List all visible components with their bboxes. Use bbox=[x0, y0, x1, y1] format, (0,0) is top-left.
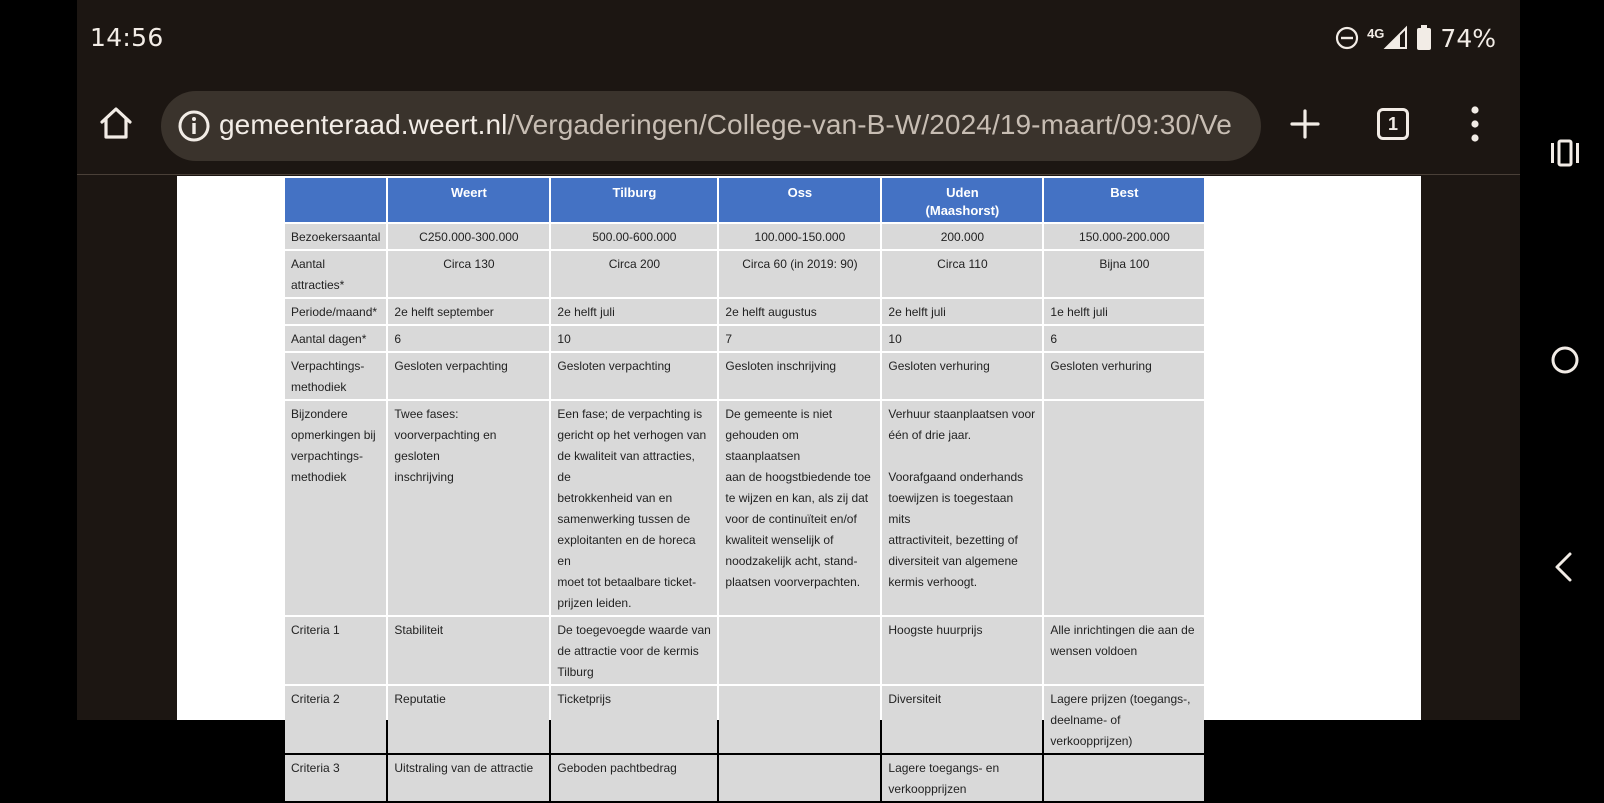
table-cell bbox=[719, 617, 880, 684]
table-cell: Een fase; de verpachting is gericht op het verhogen van de kwaliteit van attracties, de betrokkenheid van en samenwerking tussen de exploitanten en de horeca en moet tot betaalbare ticket- prijzen leiden. bbox=[551, 401, 717, 615]
navigation-bar bbox=[1520, 0, 1604, 720]
home-circle-icon[interactable] bbox=[1548, 343, 1582, 377]
table-cell: Gesloten verhuring bbox=[1044, 353, 1204, 399]
table-body bbox=[285, 224, 1204, 801]
header-cell: Oss bbox=[719, 178, 880, 222]
table-cell: 2e helft juli bbox=[882, 299, 1042, 324]
table-cell: Reputatie bbox=[388, 686, 549, 753]
table-cell: Stabiliteit bbox=[388, 617, 549, 684]
battery-icon bbox=[1416, 25, 1432, 51]
row-label: Criteria 3 bbox=[285, 755, 386, 801]
table-cell: 2e helft juli bbox=[551, 299, 717, 324]
table-row bbox=[285, 686, 1204, 753]
url-text[interactable] bbox=[219, 109, 1232, 141]
plus-icon[interactable] bbox=[1289, 108, 1321, 140]
status-bar bbox=[77, 0, 1520, 80]
table-cell: 7 bbox=[719, 326, 880, 351]
back-icon[interactable] bbox=[1548, 550, 1582, 584]
toolbar-divider bbox=[77, 174, 1520, 175]
table-cell bbox=[719, 755, 880, 801]
table-cell bbox=[1044, 401, 1204, 615]
header-cell-empty bbox=[285, 178, 386, 222]
table-cell: Geboden pachtbedrag bbox=[551, 755, 717, 801]
table-cell: Uitstraling van de attractie bbox=[388, 755, 549, 801]
table-cell: Diversiteit bbox=[882, 686, 1042, 753]
table-cell: Bijna 100 bbox=[1044, 251, 1204, 297]
table-cell: Gesloten inschrijving bbox=[719, 353, 880, 399]
table-row bbox=[285, 353, 1204, 399]
table-cell: Twee fases: voorverpachting en gesloten inschrijving bbox=[388, 401, 549, 615]
row-label: Criteria 1 bbox=[285, 617, 386, 684]
table-cell: 100.000-150.000 bbox=[719, 224, 880, 249]
url-host: gemeenteraad.weert.nl bbox=[219, 109, 508, 140]
network-type: 4G bbox=[1367, 25, 1385, 41]
battery-percentage: 74% bbox=[1440, 23, 1496, 53]
table-cell: Gesloten verhuring bbox=[882, 353, 1042, 399]
table-cell: 500.00-600.000 bbox=[551, 224, 717, 249]
header-cell: Uden (Maashorst) bbox=[882, 178, 1042, 222]
table-row bbox=[285, 401, 1204, 615]
url-path: /Vergaderingen/College-van-B-W/2024/19-maart/09:30/Ve bbox=[507, 109, 1232, 140]
tab-count: 1 bbox=[1387, 114, 1398, 134]
site-info-icon[interactable] bbox=[177, 109, 211, 143]
header-cell: Weert bbox=[388, 178, 549, 222]
table-cell: C250.000-300.000 bbox=[388, 224, 549, 249]
signal-icon bbox=[1384, 26, 1408, 50]
tab-switcher-icon[interactable] bbox=[1377, 108, 1409, 140]
table-cell: 1e helft juli bbox=[1044, 299, 1204, 324]
table-header bbox=[285, 178, 1204, 222]
table-cell: 2e helft september bbox=[388, 299, 549, 324]
table-cell: 10 bbox=[551, 326, 717, 351]
table-cell: De toegevoegde waarde van de attractie voor de kermis Tilburg bbox=[551, 617, 717, 684]
table-cell: Verhuur staanplaatsen voor één of drie jaar. Voorafgaand onderhands toewijzen is toegestaan mits attractiviteit, bezetting of diversiteit van algemene kermis verhoogt. bbox=[882, 401, 1042, 615]
table-cell: 2e helft augustus bbox=[719, 299, 880, 324]
table-cell: Ticketprijs bbox=[551, 686, 717, 753]
table-cell: Lagere prijzen (toegangs-, deelname- of verkoopprijzen) bbox=[1044, 686, 1204, 753]
header-cell: Tilburg bbox=[551, 178, 717, 222]
table-row bbox=[285, 326, 1204, 351]
table-cell bbox=[1044, 755, 1204, 801]
comparison-table bbox=[283, 176, 1206, 803]
table-cell: Circa 110 bbox=[882, 251, 1042, 297]
row-label: Aantal attracties* bbox=[285, 251, 386, 297]
browser-toolbar bbox=[77, 86, 1520, 176]
table-cell: Hoogste huurprijs bbox=[882, 617, 1042, 684]
recents-icon[interactable] bbox=[1548, 136, 1582, 170]
row-label: Verpachtings- methodiek bbox=[285, 353, 386, 399]
table-cell: 6 bbox=[388, 326, 549, 351]
table-cell: Circa 130 bbox=[388, 251, 549, 297]
table-cell: Gesloten verpachting bbox=[551, 353, 717, 399]
document-page[interactable] bbox=[177, 176, 1421, 796]
table-cell: 10 bbox=[882, 326, 1042, 351]
table-cell: 6 bbox=[1044, 326, 1204, 351]
phone-screen bbox=[77, 0, 1520, 796]
row-label: Periode/maand* bbox=[285, 299, 386, 324]
table-row bbox=[285, 299, 1204, 324]
row-label: Criteria 2 bbox=[285, 686, 386, 753]
table-cell: Gesloten verpachting bbox=[388, 353, 549, 399]
table-cell: 150.000-200.000 bbox=[1044, 224, 1204, 249]
table-cell: Alle inrichtingen die aan de wensen voldoen bbox=[1044, 617, 1204, 684]
do-not-disturb-icon bbox=[1335, 26, 1359, 50]
table-cell: De gemeente is niet gehouden om staanplaatsen aan de hoogstbiedende toe te wijzen en kan, als zij dat voor de continuïteit en/of kwaliteit wenselijk of noodzakelijk acht, stand- plaatsen voorverpachten. bbox=[719, 401, 880, 615]
table-row bbox=[285, 617, 1204, 684]
comparison-table-wrapper bbox=[283, 176, 1225, 803]
table-cell: Lagere toegangs- en verkoopprijzen bbox=[882, 755, 1042, 801]
row-label: Aantal dagen* bbox=[285, 326, 386, 351]
row-label: Bijzondere opmerkingen bij verpachtings- methodiek bbox=[285, 401, 386, 615]
header-row bbox=[285, 178, 1204, 222]
status-icons bbox=[1335, 22, 1496, 54]
table-cell: Circa 200 bbox=[551, 251, 717, 297]
table-cell: Circa 60 (in 2019: 90) bbox=[719, 251, 880, 297]
table-cell bbox=[719, 686, 880, 753]
table-row bbox=[285, 224, 1204, 249]
table-row bbox=[285, 251, 1204, 297]
table-row bbox=[285, 755, 1204, 801]
table-cell: 200.000 bbox=[882, 224, 1042, 249]
header-cell: Best bbox=[1044, 178, 1204, 222]
home-icon[interactable] bbox=[97, 104, 135, 142]
row-label: Bezoekersaantal bbox=[285, 224, 386, 249]
clock: 14:56 bbox=[90, 23, 164, 52]
more-vert-icon[interactable] bbox=[1465, 104, 1485, 144]
address-bar[interactable] bbox=[161, 91, 1261, 161]
